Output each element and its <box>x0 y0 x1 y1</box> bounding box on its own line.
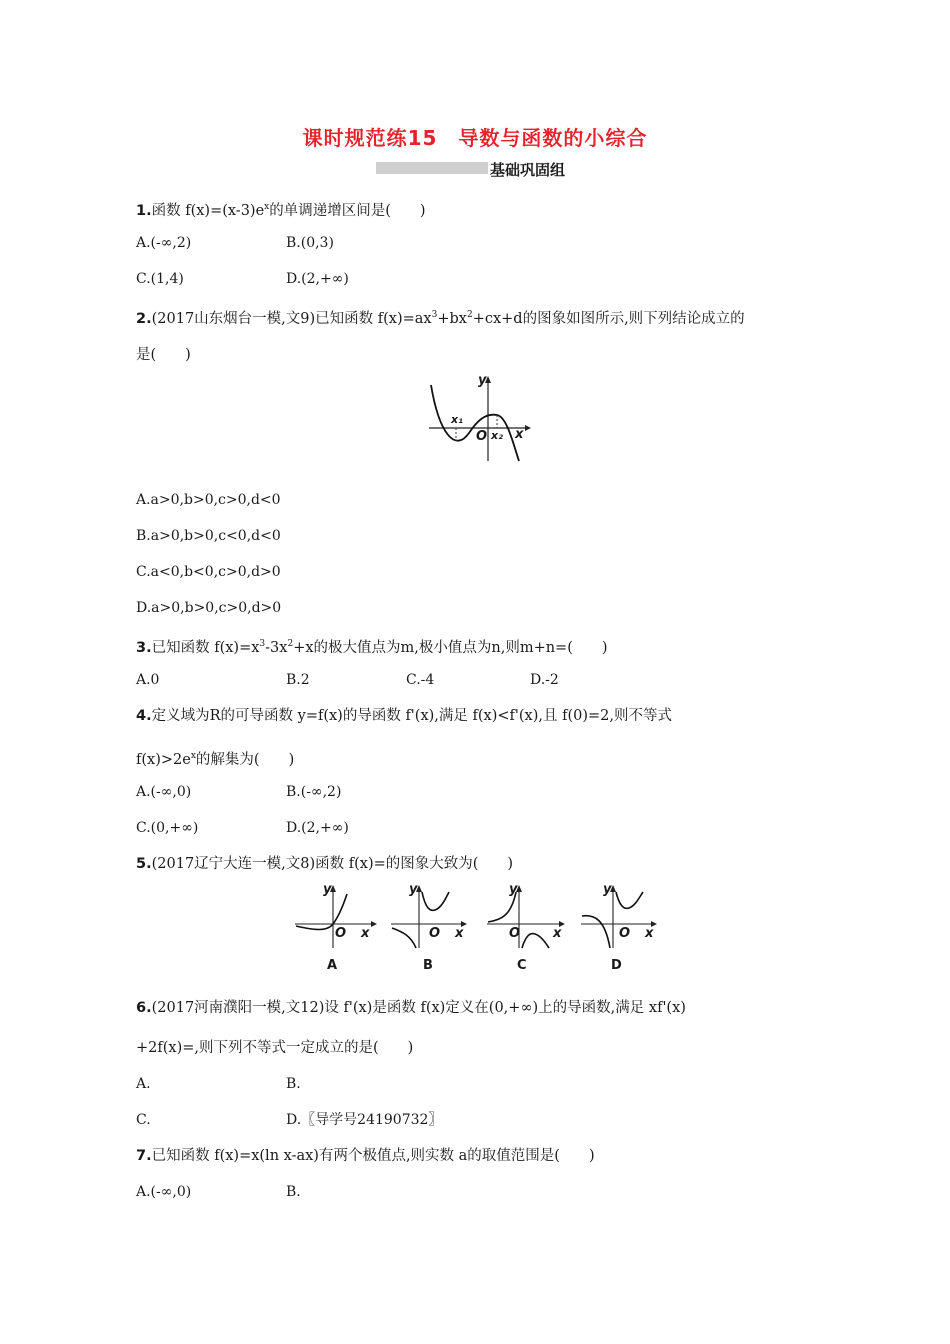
right-branch <box>616 892 643 908</box>
graph-b-figure <box>389 882 479 973</box>
graph-d <box>579 882 669 952</box>
cubic-graph-figure <box>425 373 535 465</box>
x2-label: x₂ <box>491 429 503 442</box>
question-2-line-2: 是( ) <box>136 347 191 363</box>
question-6-line-2: +2f(x)=,则下列不等式一定成立的是( ) <box>136 1040 414 1056</box>
option-d: D.-2 <box>530 672 559 688</box>
question-text: 定义域为R的可导函数 y=f(x)的导函数 f'(x),满足 f(x)<f'(x),且 f(0)=2,则不等式 <box>151 708 672 724</box>
option-a: A.0 <box>136 672 160 688</box>
option-a: A.a>0,b>0,c>0,d<0 <box>136 492 281 508</box>
question-4-line-2 <box>136 746 294 770</box>
left-branch <box>582 916 610 948</box>
origin-label: O <box>619 926 631 941</box>
x1-label: x₁ <box>451 413 463 426</box>
question-5 <box>136 854 513 874</box>
graph-d-figure <box>579 882 669 973</box>
option-b: B.(0,3) <box>286 235 334 251</box>
option-a: A.(-∞,0) <box>136 1184 192 1200</box>
graph-c-figure <box>485 882 575 973</box>
question-number: 4. <box>136 708 152 724</box>
x-label: x <box>645 926 654 941</box>
question-text: (2017辽宁大连一模,文8)函数 f(x)=的图象大致为( ) <box>151 856 514 872</box>
option-d: D.(2,+∞) <box>286 271 349 287</box>
option-d: D.(2,+∞) <box>286 820 349 836</box>
question-text: 已知函数 f(x)=x <box>151 640 260 656</box>
option-d: D.a>0,b>0,c>0,d>0 <box>136 600 282 616</box>
x-label: x <box>515 427 524 442</box>
graph-b <box>389 882 479 952</box>
y-label: y <box>603 882 612 897</box>
question-text: 已知函数 f(x)=x(ln x-ax)有两个极值点,则实数 a的取值范围是( ) <box>151 1148 595 1164</box>
question-number: 5. <box>136 856 152 872</box>
question-text: +cx+d的图象如图所示,则下列结论成立的 <box>472 311 745 327</box>
question-number: 2. <box>136 311 152 327</box>
superscript: x <box>264 202 270 212</box>
graph-label: A <box>327 958 338 973</box>
question-text: +x的极大值点为m,极小值点为n,则m+n=( ) <box>293 640 608 656</box>
question-text: -3x <box>265 640 288 656</box>
x-label: x <box>553 926 562 941</box>
section-bar <box>376 162 488 174</box>
left-branch <box>392 928 416 948</box>
graph-c <box>485 882 575 952</box>
y-label: y <box>323 882 332 897</box>
x-axis-arrow <box>525 425 531 431</box>
question-1 <box>136 197 426 221</box>
option-b: B. <box>286 1076 301 1092</box>
option-a: A. <box>136 1076 151 1092</box>
graph-a-figure <box>293 882 383 973</box>
cubic-curve <box>431 385 519 461</box>
option-b: B.2 <box>286 672 310 688</box>
superscript: x <box>190 751 196 761</box>
question-text: 的解集为( ) <box>195 752 295 768</box>
question-text-tail: 的单调递增区间是( ) <box>269 203 426 219</box>
question-text: (2017山东烟台一模,文9)已知函数 f(x)=ax <box>151 311 432 327</box>
option-c: C. <box>136 1112 151 1128</box>
graph-a <box>293 882 383 952</box>
x-axis-arrow <box>371 921 377 927</box>
graph-label: D <box>611 958 622 973</box>
option-c: C.(1,4) <box>136 271 184 287</box>
question-number: 1. <box>136 203 152 219</box>
question-number: 6. <box>136 1000 152 1016</box>
question-3 <box>136 634 608 658</box>
y-label: y <box>409 882 418 897</box>
question-number: 3. <box>136 640 152 656</box>
option-b: B. <box>286 1184 301 1200</box>
origin-label: O <box>509 926 521 941</box>
section-label: 基础巩固组 <box>490 161 566 179</box>
origin-label: O <box>335 926 347 941</box>
option-a: A.(-∞,0) <box>136 784 192 800</box>
y-label: y <box>509 882 518 897</box>
right-branch <box>422 892 449 910</box>
question-6 <box>136 998 686 1018</box>
x-label: x <box>455 926 464 941</box>
graph-label: C <box>517 958 527 973</box>
question-2 <box>136 305 745 329</box>
question-text: 函数 f(x)=(x-3)e <box>151 203 265 219</box>
option-b: B.a>0,b>0,c<0,d<0 <box>136 528 281 544</box>
page-title: 课时规范练15 导数与函数的小综合 <box>302 126 648 150</box>
option-b: B.(-∞,2) <box>286 784 342 800</box>
question-text: (2017河南濮阳一模,文12)设 f'(x)是函数 f(x)定义在(0,+∞)上的导函数,满足 xf'(x) <box>151 1000 686 1016</box>
option-a: A.(-∞,2) <box>136 235 192 251</box>
superscript: 2 <box>466 310 473 320</box>
graph-label: B <box>423 958 433 973</box>
right-branch <box>522 934 549 948</box>
question-text: +bx <box>437 311 467 327</box>
origin-label: O <box>476 429 488 444</box>
option-c: C.(0,+∞) <box>136 820 199 836</box>
question-number: 7. <box>136 1148 152 1164</box>
option-d: D.〖导学号24190732〗 <box>286 1112 443 1128</box>
superscript: 3 <box>259 639 266 649</box>
question-7 <box>136 1146 595 1166</box>
x-label: x <box>361 926 370 941</box>
question-4 <box>136 706 672 726</box>
superscript: 2 <box>287 639 294 649</box>
superscript: 3 <box>431 310 438 320</box>
question-text: f(x)>2e <box>136 752 191 768</box>
option-c: C.-4 <box>406 672 435 688</box>
origin-label: O <box>429 926 441 941</box>
y-label: y <box>478 373 487 388</box>
option-c: C.a<0,b<0,c>0,d>0 <box>136 564 281 580</box>
